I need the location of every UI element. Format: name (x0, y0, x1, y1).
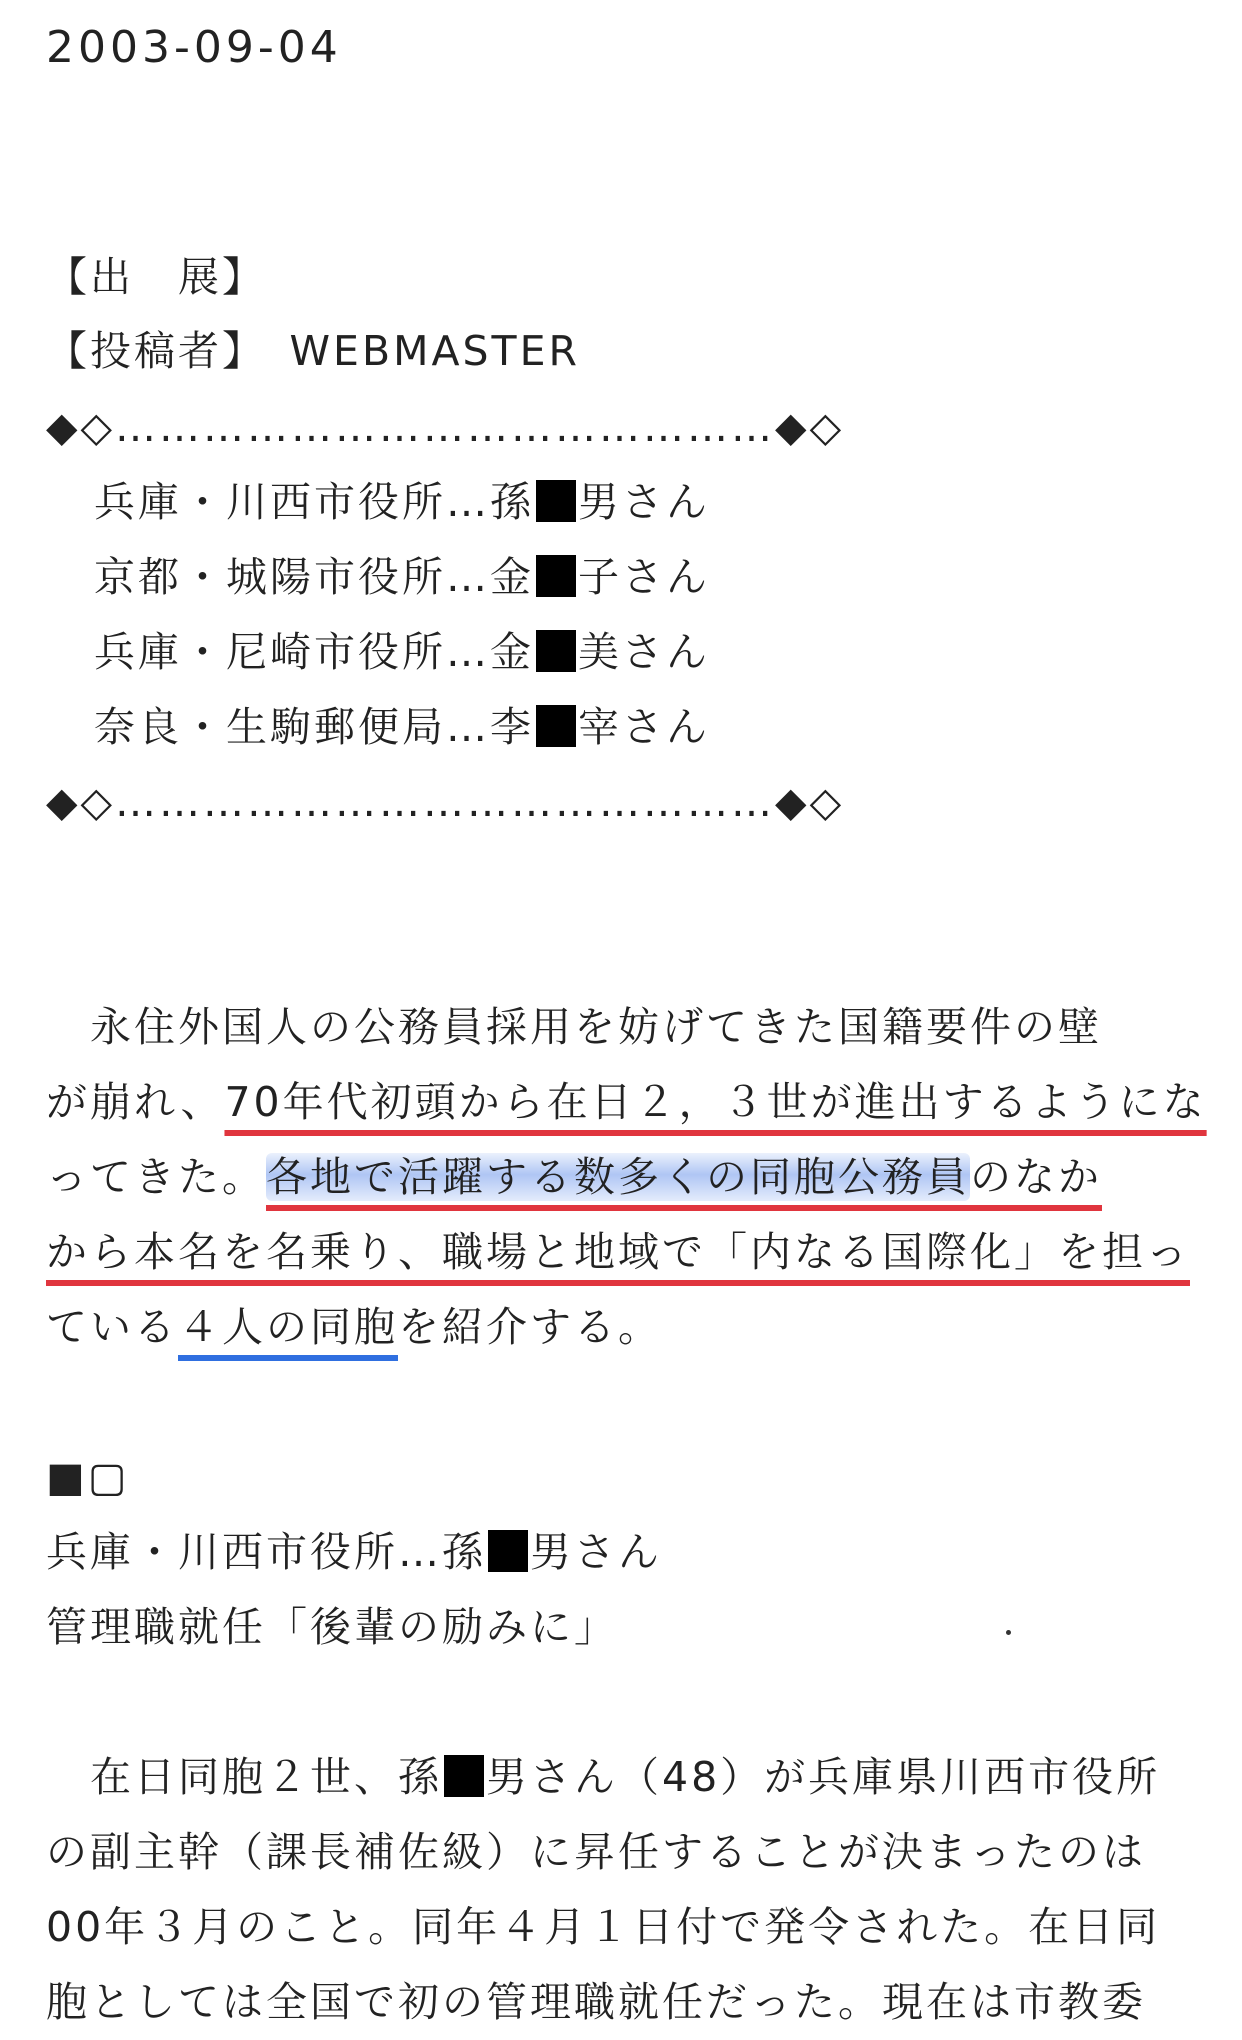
section-subtitle: 管理職就任「後輩の励みに」 (46, 1603, 618, 1651)
body-line (46, 1740, 1206, 1815)
poster-label: 【投稿者】 WEBMASTER (46, 327, 580, 375)
official-name-suffix: 宰さん (578, 703, 710, 751)
official-name: 兵庫・川西市役所…孫 (94, 478, 534, 526)
intro-line (46, 1065, 1206, 1140)
intro-text: を紹介する。 (398, 1303, 662, 1351)
divider-top: ◆◇………………………………………◆◇ (46, 403, 845, 451)
official-name: 奈良・生駒郵便局…李 (94, 703, 534, 751)
body-line: の副主幹（課長補佐級）に昇任することが決まったのは (46, 1828, 1146, 1876)
divider-bottom: ◆◇………………………………………◆◇ (46, 778, 845, 826)
intro-paragraph (46, 990, 1206, 1365)
official-name: 兵庫・尼崎市役所…金 (94, 628, 534, 676)
red-underline-text: のなか (970, 1153, 1102, 1201)
body-text: 男さん（48）が兵庫県川西市役所 (486, 1753, 1161, 1801)
intro-text: ている (46, 1303, 178, 1351)
redaction-block (536, 630, 576, 672)
redaction-block (536, 480, 576, 522)
highlighted-text: 各地で活躍する数多くの同胞公務員 (266, 1153, 970, 1201)
official-item (94, 690, 710, 765)
body-line: 00年３月のこと。同年４月１日付で発令された。在日同 (46, 1903, 1161, 1951)
section-marker: ■▢ (46, 1453, 130, 1501)
official-item (94, 615, 710, 690)
redaction-block (488, 1530, 528, 1572)
intro-line (46, 1140, 1206, 1215)
redaction-block (444, 1755, 484, 1797)
intro-line (46, 1215, 1206, 1290)
section-name (46, 1515, 662, 1590)
redaction-block (536, 705, 576, 747)
official-name: 京都・城陽市役所…金 (94, 553, 534, 601)
post-date: 2003-09-04 (46, 22, 342, 73)
red-underline-text: 70年代初頭から在日２，３世が進出するようにな (224, 1078, 1207, 1126)
official-name-suffix: 美さん (578, 628, 710, 676)
intro-text: ってきた。 (46, 1153, 266, 1201)
official-item (94, 465, 710, 540)
source-label: 【出 展】 (46, 253, 266, 301)
official-item (94, 540, 710, 615)
intro-line (46, 1290, 1206, 1365)
body-text: 在日同胞２世、孫 (46, 1753, 442, 1801)
official-name-suffix: 男さん (578, 478, 710, 526)
red-underline-text: から本名を名乗り、職場と地域で「内なる国際化」を担っ (46, 1228, 1190, 1276)
intro-line: 永住外国人の公務員採用を妨げてきた国籍要件の壁 (46, 1003, 1102, 1051)
stray-dot (1006, 1630, 1011, 1635)
official-name-suffix: 子さん (578, 553, 710, 601)
body-line: 胞としては全国で初の管理職就任だった。現在は市教委 (46, 1978, 1146, 2026)
intro-text: が崩れ、 (46, 1078, 225, 1126)
body-paragraph (46, 1740, 1206, 2040)
redaction-block (536, 555, 576, 597)
blue-underline-text: ４人の同胞 (178, 1303, 398, 1351)
section-name-suffix: 男さん (530, 1528, 662, 1576)
section-name-text: 兵庫・川西市役所…孫 (46, 1528, 486, 1576)
